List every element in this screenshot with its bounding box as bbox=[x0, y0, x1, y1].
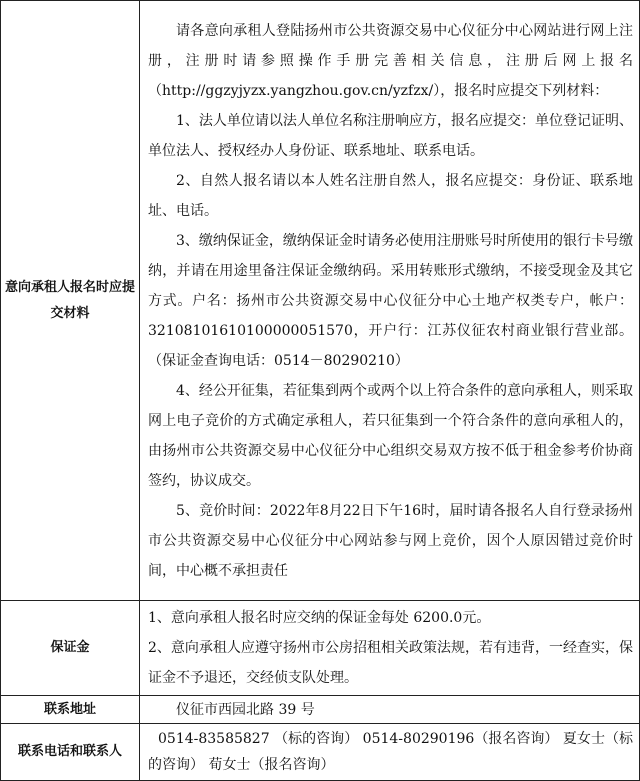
contact-row bbox=[1, 724, 640, 781]
materials-content bbox=[140, 1, 640, 601]
address-value: 仪征市西园北路 39 号 bbox=[140, 696, 640, 724]
materials-paragraph-5: 5、竞价时间：2022年8月22日下午16时，届时请各报名人自行登录扬州市公共资源交易中心仪征分中心网站参与网上竞价，因个人原因错过竞价时间，中心概不承担责任 bbox=[148, 502, 633, 579]
materials-paragraph-3: 3、缴纳保证金，缴纳保证金时请务必使用注册账号时所使用的银行卡号缴纳，并请在用途里备注保证金缴纳码。采用转账形式缴纳，不接受现金及其它方式。户名：扬州市公共资源交易中心仪征分中心土地产权类专户，帐户：32108101610100000051570，开户行：江苏仪征农村商业银行营业部。（保证金查询电话：0514－80290210） bbox=[148, 232, 633, 369]
contact-value: 0514-83585827 （标的咨询） 0514-80290196（报名咨询） 夏女士（标的咨询） 荀女士（报名咨询） bbox=[148, 731, 633, 773]
deposit-paragraph-2: 2、意向承租人应遵守扬州市公房招租相关政策法规，若有违背，一经查实，保证金不予退还，交经侦支队处理。 bbox=[148, 640, 633, 686]
materials-paragraph-intro: 请各意向承租人登陆扬州市公共资源交易中心仪征分中心网站进行网上注册，注册时请参照操作手册完善相关信息，注册后网上报名（http://ggzyjyzx.yangzhou.gov.cn/yzfzx/），报名时应提交下列材料： bbox=[148, 22, 633, 99]
materials-paragraph-2: 2、自然人报名请以本人姓名注册自然人，报名应提交：身份证、联系地址、电话。 bbox=[148, 172, 633, 219]
deposit-label: 保证金 bbox=[1, 601, 140, 696]
address-row bbox=[1, 696, 640, 724]
contact-content bbox=[140, 724, 640, 781]
address-label: 联系地址 bbox=[1, 696, 140, 724]
materials-paragraph-1: 1、法人单位请以法人单位名称注册响应方，报名应提交：单位登记证明、单位法人、授权经办人身份证、联系地址、联系电话。 bbox=[148, 112, 633, 159]
materials-label: 意向承租人报名时应提交材料 bbox=[1, 1, 140, 601]
deposit-content bbox=[140, 601, 640, 696]
deposit-row bbox=[1, 601, 640, 696]
materials-paragraph-4: 4、经公开征集，若征集到两个或两个以上符合条件的意向承租人，则采取网上电子竞价的方式确定承租人，若只征集到一个符合条件的意向承租人的，由扬州市公共资源交易中心仪征分中心组织交易双方按不低于租金参考价协商签约，协议成交。 bbox=[148, 382, 633, 489]
materials-row bbox=[1, 1, 640, 601]
deposit-paragraph-1: 1、意向承租人报名时应交纳的保证金每处 6200.0元。 bbox=[148, 610, 491, 626]
contact-label: 联系电话和联系人 bbox=[1, 724, 140, 781]
